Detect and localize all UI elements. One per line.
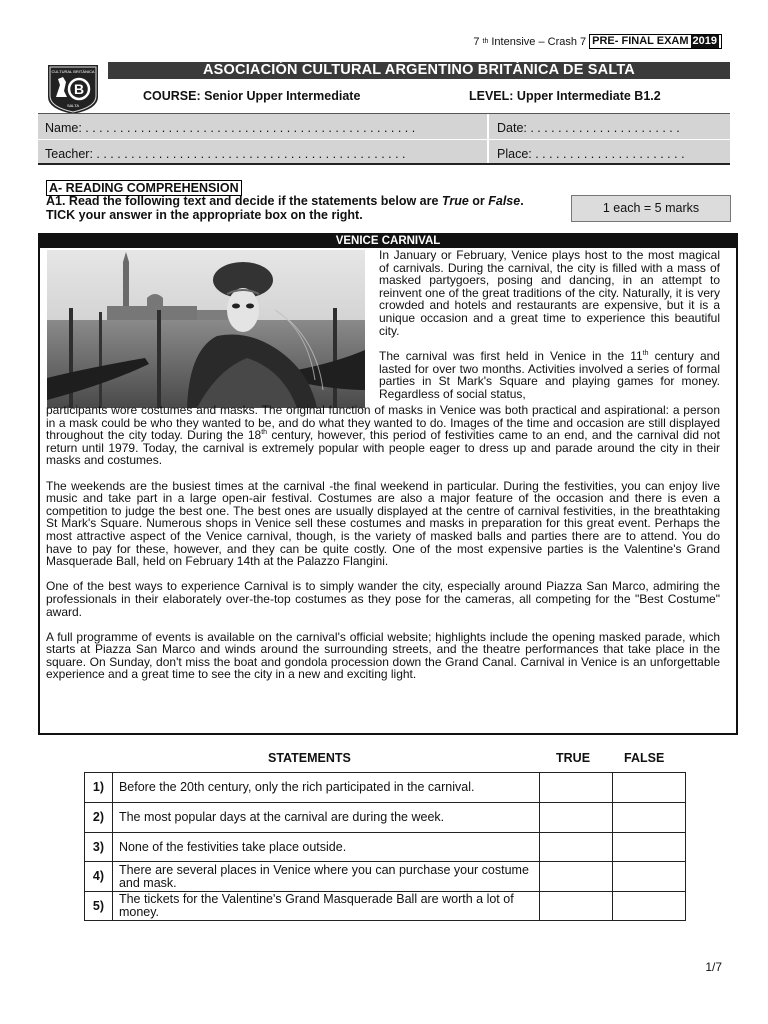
exam-label: PRE- FINAL EXAM [592,35,689,47]
name-field[interactable]: Name: . . . . . . . . . . . . . . . . . . . . . . . . . . . . . . . . . . . . . . . . . . . . . . . . [45,121,416,135]
statement-row [85,892,686,921]
statement-number: 3) [85,833,113,862]
paragraph-2-end: participants wore costumes and masks. The original function of masks in Venice was both practical and aspirational: a person in a mask could be who they wanted to be, and do what they wanted to do. Images of the time and occasion are still displayed throughout the city today. During the 18th century, however, this period of festivities came to an end, and the carnival did not return until 1979. Today, the carnival is extremely popular with people eager to dress up and parade around the city in their masks and costumes. [46,403,720,468]
false-header: FALSE [624,751,665,765]
reading-title: VENICE CARNIVAL [40,235,736,248]
reading-body [46,404,720,694]
institution-title: ASOCIACIÓN CULTURAL ARGENTINO BRITÁNICA DE SALTA [108,62,730,79]
teacher-field[interactable]: Teacher: . . . . . . . . . . . . . . . . . . . . . . . . . . . . . . . . . . . . . . . . . . . . . [45,147,406,161]
statement-number: 2) [85,803,113,833]
true-checkbox[interactable] [540,833,613,862]
date-field[interactable]: Date: . . . . . . . . . . . . . . . . . . . . . . [497,121,680,135]
statement-number: 5) [85,892,113,921]
exam-label-box [589,34,722,49]
logo-letter: B [73,81,85,97]
exam-year: 2019 [692,35,717,47]
false-checkbox[interactable] [613,892,686,921]
true-checkbox[interactable] [540,862,613,892]
statement-text: None of the festivities take place outside. [112,833,539,862]
false-checkbox[interactable] [613,803,686,833]
paragraph-3: The weekends are the busiest times at the carnival -the final weekend in particular. During the festivities, you can enjoy live music and take part in a large open-air festival. Costumes are also a major feature of the occasion and there is even a competition to judge the best one. The best ones are usually displayed at the centre of carnival festivities, in the breathtaking St Mark's Square. Numerous shops in Venice sell these costumes and masks in preparation for this great event. Perhaps the most attractive aspect of the Venice carnival, though, is the variety of masked balls and parties there are to attend. You do have to pay for these, however, and they can be quite costly. One of the most expensive parties is the Valentine's Grand Masquerade Ball, held on February 14th at the Palazzo Flangini. [46,478,720,569]
false-checkbox[interactable] [613,833,686,862]
logo-top-text: CULTURAL BRITÁNICA [51,69,95,74]
false-checkbox[interactable] [613,862,686,892]
institution-logo [46,63,100,115]
statement-row [85,862,686,892]
marks-box: 1 each = 5 marks [571,195,731,222]
exam-header-line [473,34,722,49]
logo-bottom-text: SALTA [66,103,80,108]
instruction-text: A1. Read the following text and decide if the statements below are True or False. TICK your answer in the appropriate box on the right. [46,194,524,222]
paragraph-5: A full programme of events is available on the carnival's official website; highlights include the opening masked parade, which starts at Piazza San Marco and winds around the surrounding streets, and the theatre performances that take place in the square. On Sunday, don't miss the boat and gondola procession down the Grand Canal. Carnival in Venice is an unforgettable experience and a great time to see the city in a new and exciting light. [46,629,720,682]
statement-number: 4) [85,862,113,892]
statement-text: There are several places in Venice where you can purchase your costume and mask. [112,862,539,892]
page-number: 1/7 [705,960,722,974]
section-title: A- READING COMPREHENSION [46,180,242,196]
intensive-number: 7 [473,35,480,48]
statement-row [85,803,686,833]
place-field[interactable]: Place: . . . . . . . . . . . . . . . . . . . . . . [497,147,685,161]
false-checkbox[interactable] [613,773,686,803]
reading-passage [38,233,738,735]
true-header: TRUE [556,751,591,765]
paragraph-1: In January or February, Venice plays host to the most magical of carnivals. During the carnival, the city is filled with a mass of masked partygoers, posing and dancing, in an attempt to reinvent one of the great traditions of the city. Naturally, it is very crowded and hotels and restaurants are expensive, but it is a unique occasion and a great time to experience this beautiful city. [379,248,720,338]
paragraph-2-start: The carnival was first held in Venice in the 11th century and lasted for over two months. Activities involved a series of formal parties in St Mark's Square and playing games for money. Regardless of social status, [379,349,720,401]
mask-icon [227,288,259,332]
statement-row [85,773,686,803]
paragraph-4: One of the best ways to experience Carnival is to simply wander the city, especially around Piazza San Marco, admiring the professionals in their elaborately over-the-top costumes as they pose for the cameras, all competing for the "Best Costume" award. [46,579,720,619]
statements-table [84,772,686,921]
reading-intro [379,249,720,414]
statement-text: The most popular days at the carnival are during the week. [112,803,539,833]
level-label: LEVEL: Upper Intermediate B1.2 [469,89,661,103]
statement-number: 1) [85,773,113,803]
carnival-photo [47,250,365,408]
true-checkbox[interactable] [540,892,613,921]
true-checkbox[interactable] [540,803,613,833]
statements-header: STATEMENTS [268,751,351,765]
course-label: COURSE: Senior Upper Intermediate [143,89,361,103]
intensive-label: Intensive – Crash 7 [491,35,587,48]
statement-text: The tickets for the Valentine's Grand Masquerade Ball are worth a lot of money. [112,892,539,921]
intensive-sup: th [482,38,489,45]
statement-row [85,833,686,862]
statement-text: Before the 20th century, only the rich participated in the carnival. [112,773,539,803]
student-info-box [38,113,730,165]
true-checkbox[interactable] [540,773,613,803]
